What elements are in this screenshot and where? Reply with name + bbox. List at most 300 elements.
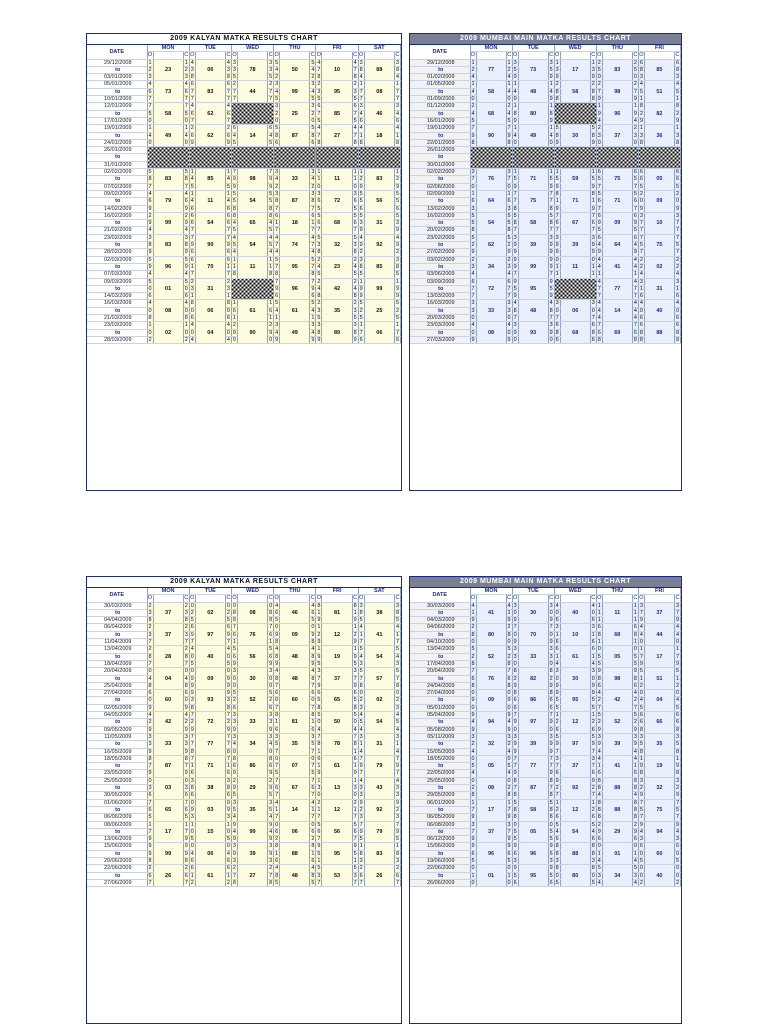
close-panel-digit: 5: [395, 646, 400, 653]
jodi-result: 31: [195, 278, 225, 300]
open-panel-digit: 6: [275, 212, 279, 219]
jodi-header: [322, 52, 352, 59]
open-panel-digit: 0: [359, 690, 363, 697]
jodi-result: 99: [153, 212, 183, 234]
open-panel-digit: 4: [190, 103, 194, 110]
close-panel-digit: 0: [226, 828, 230, 835]
close-panel-digit: 9: [184, 220, 188, 227]
jodi-result: 30: [560, 125, 590, 147]
close-panel-digit: 0: [549, 660, 553, 667]
close-panel-digit: 4: [675, 271, 680, 278]
open-panel-digit: 5: [359, 719, 363, 726]
close-panel-digit: 2: [184, 66, 188, 73]
open-panel-digit: 1: [317, 624, 321, 631]
jodi-result: 58: [476, 81, 506, 103]
close-panel-digit: 1: [269, 639, 273, 646]
open-panel-digit: 6: [513, 697, 517, 704]
jodi-result: 71: [560, 190, 590, 212]
open-panel-digit: 9: [597, 741, 601, 748]
open-panel-digit: 7: [190, 96, 194, 103]
close-panel-digit: 5: [353, 96, 357, 103]
close-panel-digit: 7: [591, 763, 595, 770]
close-panel-digit: 9: [269, 821, 273, 828]
open-panel-digit: 7: [359, 879, 363, 886]
jodi-result: 34: [237, 733, 267, 755]
close-panel-digit: 4: [395, 712, 400, 719]
close-panel-digit: 7: [226, 96, 230, 103]
close-panel-digit: 9: [633, 726, 637, 733]
open-panel-digit: 1: [555, 169, 559, 176]
open-panel-digit: 3: [555, 300, 559, 307]
close-panel-digit: 5: [549, 176, 553, 183]
week-row: [87, 278, 401, 285]
close-panel-digit: 8: [591, 850, 595, 857]
week-end-date: 01/09/2009: [410, 96, 470, 103]
open-panel-digit: 9: [513, 263, 517, 270]
jodi-result: 54: [476, 212, 506, 234]
week-row: [410, 777, 681, 784]
open-panel-digit: 1: [190, 763, 194, 770]
open-header: O: [470, 595, 476, 602]
open-panel-digit: 2: [148, 336, 152, 343]
close-panel-digit: 8: [549, 668, 553, 675]
to-label: to: [87, 220, 147, 227]
close-panel-digit: 2: [633, 719, 637, 726]
jodi-result: 18: [364, 125, 394, 147]
week-start-date: 05/01/2009: [87, 81, 147, 88]
date-header: DATE: [87, 45, 147, 59]
open-panel-digit: 7: [639, 653, 643, 660]
open-panel-digit: 6: [513, 704, 517, 711]
open-header: O: [555, 595, 560, 602]
day-header: WED: [231, 45, 273, 52]
open-panel-digit: 1: [190, 821, 194, 828]
open-panel-digit: 7: [513, 712, 517, 719]
close-panel-digit: 6: [184, 806, 188, 813]
close-panel-digit: 4: [395, 653, 400, 660]
open-panel-digit: 2: [471, 256, 475, 263]
close-panel-digit: 0: [269, 682, 273, 689]
close-panel-digit: 3: [507, 307, 511, 314]
open-panel-digit: 6: [317, 690, 321, 697]
jodi-result: 25: [364, 300, 394, 322]
open-panel-digit: 4: [148, 271, 152, 278]
close-panel-digit: 1: [395, 132, 400, 139]
close-panel-digit: 8: [549, 777, 553, 784]
close-panel-digit: 5: [633, 176, 637, 183]
open-header: O: [639, 52, 644, 59]
week-row: [87, 256, 401, 263]
close-panel-digit: 3: [311, 190, 315, 197]
open-panel-digit: 3: [471, 821, 475, 828]
jodi-result: 99: [237, 821, 267, 843]
open-panel-digit: 5: [275, 59, 279, 66]
close-panel-digit: 1: [591, 263, 595, 270]
close-panel-digit: 7: [311, 748, 315, 755]
close-panel-digit: 3: [591, 66, 595, 73]
close-panel-digit: 0: [184, 697, 188, 704]
open-panel-digit: 2: [639, 256, 643, 263]
open-panel-digit: 7: [513, 314, 517, 321]
close-panel-digit: 0: [269, 336, 273, 343]
close-panel-digit: 9: [549, 719, 553, 726]
close-panel-digit: 5: [675, 741, 680, 748]
close-panel-digit: 5: [269, 806, 273, 813]
open-panel-digit: 4: [639, 697, 643, 704]
day-header: THU: [596, 45, 638, 52]
close-panel-digit: 6: [549, 697, 553, 704]
week-start-date: 23/02/2009: [87, 234, 147, 241]
close-panel-digit: 5: [311, 125, 315, 132]
open-panel-digit: 7: [190, 271, 194, 278]
close-panel-digit: 3: [353, 242, 357, 249]
open-panel-digit: 6: [232, 763, 236, 770]
open-panel-digit: 9: [359, 828, 363, 835]
close-panel-digit: 3: [269, 857, 273, 864]
close-panel-digit: 6: [591, 336, 595, 343]
open-panel-digit: 0: [190, 653, 194, 660]
close-panel-digit: 3: [269, 668, 273, 675]
close-panel-digit: 8: [675, 103, 680, 110]
open-panel-digit: 3: [639, 733, 643, 740]
jodi-result: 54: [364, 712, 394, 734]
jodi-header: [476, 595, 506, 602]
close-panel-digit: 9: [507, 726, 511, 733]
open-panel-digit: 7: [190, 88, 194, 95]
open-panel-digit: 0: [190, 668, 194, 675]
jodi-result: 94: [644, 821, 674, 843]
close-panel-digit: 2: [184, 624, 188, 631]
jodi-result: 60: [644, 843, 674, 865]
open-panel-digit: 9: [317, 770, 321, 777]
open-panel-digit: 7: [317, 66, 321, 73]
open-panel-digit: 1: [317, 609, 321, 616]
open-panel-digit: 5: [555, 733, 559, 740]
close-panel-digit: 6: [395, 117, 400, 124]
jodi-result: 52: [476, 646, 506, 668]
open-panel-digit: 8: [513, 110, 517, 117]
open-panel-digit: 0: [471, 690, 475, 697]
close-panel-digit: 8: [395, 682, 400, 689]
open-panel-digit: 5: [471, 220, 475, 227]
open-panel-digit: 9: [190, 690, 194, 697]
close-panel-digit: 9: [269, 660, 273, 667]
open-header: O: [512, 595, 518, 602]
close-panel-digit: 9: [507, 132, 511, 139]
close-panel-digit: 6: [226, 857, 230, 864]
close-panel-digit: 9: [353, 617, 357, 624]
open-panel-digit: 4: [597, 690, 601, 697]
close-panel-digit: 6: [549, 879, 553, 886]
close-panel-digit: 7: [395, 770, 400, 777]
close-panel-digit: 0: [507, 777, 511, 784]
jodi-result: 68: [602, 624, 632, 646]
jodi-result: 98: [602, 81, 632, 103]
close-panel-digit: 9: [226, 806, 230, 813]
close-panel-digit: 5: [549, 285, 553, 292]
close-panel-digit: 6: [269, 631, 273, 638]
open-panel-digit: 8: [639, 66, 643, 73]
to-label: to: [410, 741, 470, 748]
jodi-result: 39: [518, 234, 548, 256]
close-panel-digit: 3: [269, 799, 273, 806]
open-panel-digit: 2: [148, 646, 152, 653]
close-panel-digit: 5: [269, 690, 273, 697]
jodi-result: 11: [560, 256, 590, 278]
open-panel-digit: 5: [359, 617, 363, 624]
close-panel-digit: 3: [549, 602, 553, 609]
open-panel-digit: 0: [513, 139, 517, 146]
open-panel-digit: 7: [555, 748, 559, 755]
open-panel-digit: 1: [317, 857, 321, 864]
jodi-result: 15: [195, 821, 225, 843]
close-panel-digit: 5: [311, 879, 315, 886]
close-panel-digit: 7: [507, 828, 511, 835]
open-panel-digit: 0: [190, 602, 194, 609]
close-panel-digit: 2: [353, 300, 357, 307]
close-panel-digit: 0: [675, 690, 680, 697]
jodi-result: 83: [364, 843, 394, 865]
week-end-date: 06/12/2009: [410, 836, 470, 843]
open-panel-digit: 8: [275, 843, 279, 850]
jodi-result: 83: [153, 169, 183, 191]
close-panel-digit: 3: [507, 263, 511, 270]
close-panel-digit: 5: [395, 300, 400, 307]
close-panel-digit: 3: [591, 624, 595, 631]
open-panel-digit: 7: [148, 763, 152, 770]
week-end-date: 30/05/2009: [87, 792, 147, 799]
close-panel-digit: 6: [184, 792, 188, 799]
close-header: C: [549, 52, 554, 59]
week-start-date: 23/03/2009: [87, 322, 147, 329]
close-panel-digit: 8: [184, 653, 188, 660]
open-panel-digit: 6: [190, 220, 194, 227]
open-panel-digit: 5: [359, 314, 363, 321]
jodi-result: 95: [280, 256, 310, 278]
open-header: O: [147, 52, 153, 59]
close-panel-digit: 3: [353, 88, 357, 95]
close-panel-digit: 6: [353, 198, 357, 205]
close-panel-digit: 0: [353, 183, 357, 190]
open-panel-digit: 5: [317, 271, 321, 278]
jodi-header: [237, 595, 267, 602]
open-panel-digit: 8: [359, 139, 363, 146]
open-panel-digit: 7: [275, 763, 279, 770]
open-panel-digit: 0: [275, 117, 279, 124]
close-panel-digit: 6: [675, 59, 680, 66]
open-panel-digit: 0: [275, 821, 279, 828]
open-panel-digit: 1: [317, 777, 321, 784]
jodi-result: 12: [322, 624, 352, 646]
jodi-result: 06: [560, 300, 590, 322]
close-panel-digit: 3: [353, 668, 357, 675]
close-panel-digit: 6: [633, 198, 637, 205]
close-panel-digit: 8: [395, 139, 400, 146]
open-panel-digit: 3: [359, 220, 363, 227]
day-header: TUE: [512, 45, 554, 52]
open-panel-digit: 9: [513, 741, 517, 748]
jodi-result: 01: [153, 278, 183, 300]
open-panel-digit: 4: [597, 307, 601, 314]
open-panel-digit: 8: [471, 631, 475, 638]
open-panel-digit: 6: [555, 770, 559, 777]
close-panel-digit: 7: [507, 125, 511, 132]
open-panel-digit: 9: [555, 74, 559, 81]
jodi-result: 92: [560, 777, 590, 799]
open-panel-digit: 7: [148, 660, 152, 667]
week-end-date: 27/02/2009: [410, 249, 470, 256]
close-panel-digit: 3: [311, 733, 315, 740]
open-panel-digit: 1: [317, 748, 321, 755]
close-panel-digit: 4: [226, 336, 230, 343]
close-panel-digit: 7: [549, 712, 553, 719]
week-end-date: 07/03/2009: [87, 271, 147, 278]
jodi-header: [644, 52, 674, 59]
close-panel-digit: 1: [549, 81, 553, 88]
open-panel-digit: 9: [359, 763, 363, 770]
close-panel-digit: 9: [633, 96, 637, 103]
to-label: to: [410, 88, 470, 95]
week-row: [87, 169, 401, 176]
open-panel-digit: 6: [513, 850, 517, 857]
close-panel-digit: 3: [184, 609, 188, 616]
open-panel-digit: 0: [232, 682, 236, 689]
open-panel-digit: 3: [148, 609, 152, 616]
close-panel-digit: 6: [591, 814, 595, 821]
open-panel-digit: 7: [555, 792, 559, 799]
open-panel-digit: 8: [148, 617, 152, 624]
chart-title: 2009 MUMBAI MAIN MATKA RESULTS CHART: [410, 577, 681, 588]
close-panel-digit: 6: [507, 198, 511, 205]
close-panel-digit: 7: [395, 755, 400, 762]
close-panel-digit: 9: [226, 726, 230, 733]
close-panel-digit: 5: [633, 660, 637, 667]
close-header: C: [633, 595, 638, 602]
close-panel-digit: 3: [353, 322, 357, 329]
jodi-result: 77: [195, 733, 225, 755]
close-panel-digit: 4: [311, 329, 315, 336]
open-panel-digit: 5: [317, 234, 321, 241]
close-panel-digit: 7: [269, 169, 273, 176]
close-panel-digit: 1: [226, 821, 230, 828]
open-panel-digit: 7: [317, 879, 321, 886]
week-row: [87, 602, 401, 609]
open-panel-digit: 1: [317, 763, 321, 770]
day-header-row: [410, 588, 681, 595]
close-panel-digit: 4: [591, 660, 595, 667]
week-end-date: 20/03/2009: [410, 314, 470, 321]
close-panel-digit: 6: [184, 198, 188, 205]
open-panel-digit: 1: [471, 190, 475, 197]
open-panel-digit: 1: [317, 806, 321, 813]
open-panel-digit: 8: [513, 307, 517, 314]
open-panel-digit: 5: [275, 770, 279, 777]
week-start-date: 04/05/2009: [87, 712, 147, 719]
open-panel-digit: 5: [275, 256, 279, 263]
close-panel-digit: 6: [675, 293, 680, 300]
open-panel-digit: 3: [190, 285, 194, 292]
open-panel-digit: 8: [148, 176, 152, 183]
open-panel-digit: 3: [232, 719, 236, 726]
open-panel-digit: 7: [317, 814, 321, 821]
jodi-result: 58: [560, 81, 590, 103]
jodi-result: 92: [364, 799, 394, 821]
close-panel-digit: 8: [395, 609, 400, 616]
jodi-result: 83: [153, 234, 183, 256]
jodi-result: 87: [518, 777, 548, 799]
close-panel-digit: 1: [591, 799, 595, 806]
close-panel-digit: 6: [353, 220, 357, 227]
open-panel-digit: 3: [232, 66, 236, 73]
week-row: [410, 843, 681, 850]
open-panel-digit: 9: [232, 660, 236, 667]
open-panel-digit: 2: [471, 66, 475, 73]
jodi-result: 99: [364, 278, 394, 300]
open-panel-digit: 9: [148, 836, 152, 843]
jodi-result: 60: [153, 690, 183, 712]
open-panel-digit: 4: [471, 748, 475, 755]
close-panel-digit: 9: [395, 285, 400, 292]
open-panel-digit: 8: [513, 668, 517, 675]
open-panel-digit: 7: [471, 828, 475, 835]
open-panel-digit: 7: [275, 792, 279, 799]
open-panel-digit: 5: [190, 836, 194, 843]
open-panel-digit: 5: [639, 704, 643, 711]
open-panel-digit: 3: [639, 212, 643, 219]
close-panel-digit: 9: [311, 631, 315, 638]
close-panel-digit: 1: [549, 103, 553, 110]
close-panel-digit: 5: [633, 653, 637, 660]
open-panel-digit: 8: [359, 263, 363, 270]
close-panel-digit: 7: [184, 763, 188, 770]
open-panel-digit: 2: [232, 697, 236, 704]
close-panel-digit: 4: [311, 668, 315, 675]
jodi-result: 72: [195, 712, 225, 734]
jodi-result: 02: [195, 602, 225, 624]
results-table: [410, 588, 681, 887]
week-end-date: 21/02/2009: [87, 227, 147, 234]
close-panel-digit: 8: [675, 770, 680, 777]
to-label: to: [410, 609, 470, 616]
close-panel-digit: 5: [395, 190, 400, 197]
close-panel-digit: 1: [269, 263, 273, 270]
jodi-result: 12: [560, 799, 590, 821]
open-panel-digit: 0: [597, 74, 601, 81]
close-panel-digit: 6: [311, 828, 315, 835]
close-panel-digit: 6: [591, 646, 595, 653]
close-panel-digit: 0: [269, 748, 273, 755]
jodi-header: [153, 595, 183, 602]
close-panel-digit: 4: [226, 198, 230, 205]
week-row: [87, 646, 401, 653]
open-panel-digit: 6: [317, 755, 321, 762]
close-panel-digit: 7: [591, 227, 595, 234]
jodi-result: 12: [560, 712, 590, 734]
jodi-result: 26: [364, 865, 394, 887]
open-panel-digit: 0: [471, 183, 475, 190]
open-panel-digit: 9: [232, 329, 236, 336]
close-panel-digit: 0: [507, 704, 511, 711]
week-row: [410, 190, 681, 197]
close-panel-digit: 4: [675, 631, 680, 638]
open-panel-digit: 0: [190, 307, 194, 314]
jodi-result: 59: [560, 169, 590, 191]
open-panel-digit: 7: [317, 132, 321, 139]
close-panel-digit: 4: [507, 110, 511, 117]
close-panel-digit: 2: [184, 212, 188, 219]
open-panel-digit: 2: [148, 602, 152, 609]
close-panel-digit: 7: [591, 212, 595, 219]
